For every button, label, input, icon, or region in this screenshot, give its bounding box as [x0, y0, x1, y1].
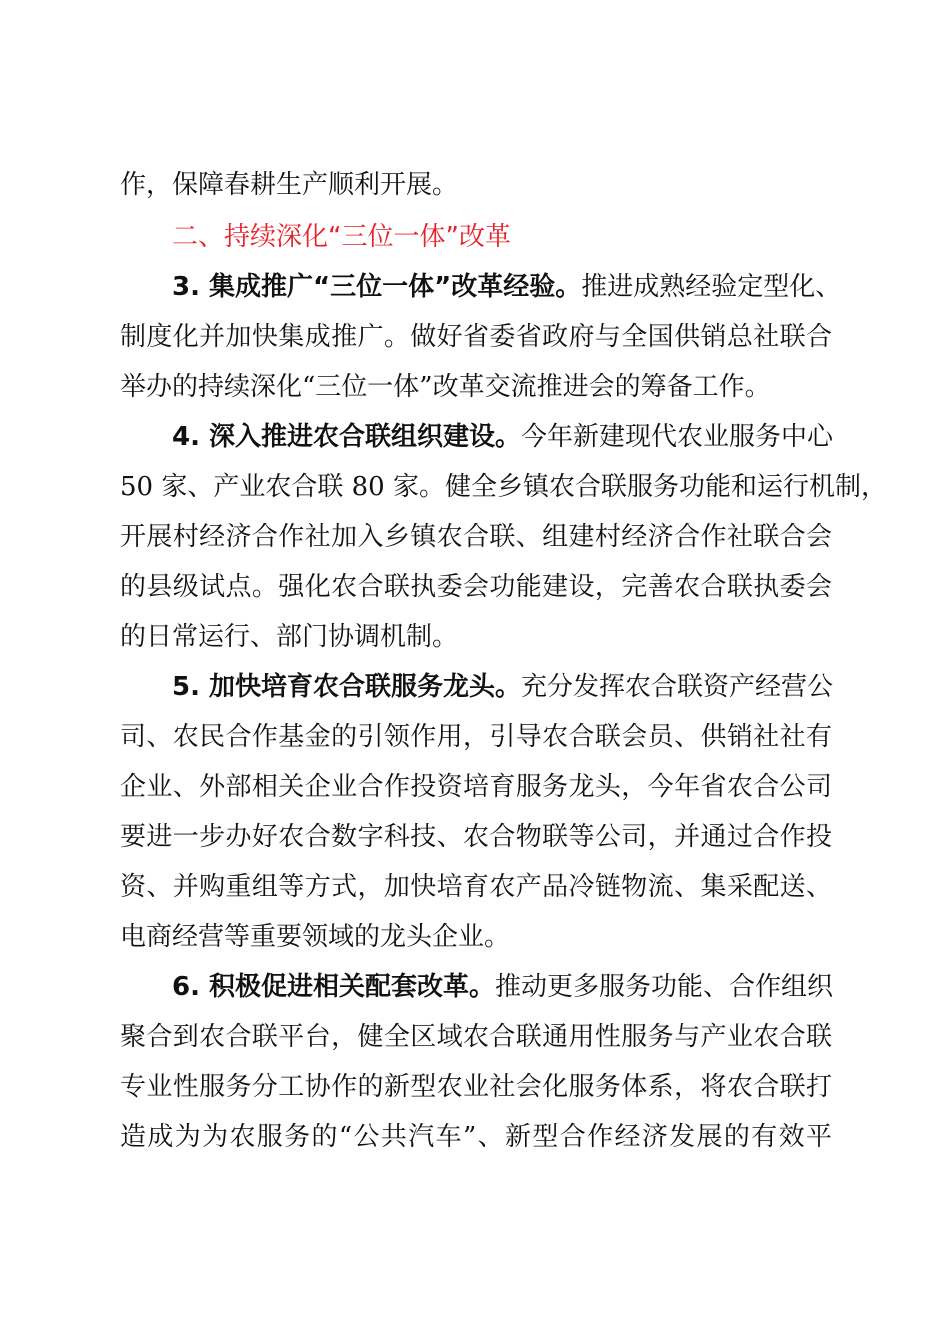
paragraph-6-first-line: [172, 970, 832, 1004]
text-line: 的县级试点。强化农合联执委会功能建设，完善农合联执委会: [120, 572, 832, 602]
text-line: 制度化并加快集成推广。做好省委省政府与全国供销总社联合: [120, 322, 832, 352]
text-line: 专业性服务分工协作的新型农业社会化服务体系，将农合联打: [120, 1072, 832, 1102]
text-line: 的日常运行、部门协调机制。: [120, 622, 459, 652]
item-6-title: 6. 积极促进相关配套改革。: [172, 972, 496, 1002]
text-line: 企业、外部相关企业合作投资培育服务龙头，今年省农合公司: [120, 772, 832, 802]
paragraph-4-first-line: [172, 420, 832, 454]
item-5-title: 5. 加快培育农合联服务龙头。: [172, 672, 522, 702]
item-5-text: 充分发挥农合联资产经营公: [521, 672, 834, 702]
paragraph-5-first-line: [172, 670, 832, 704]
text-line: 要进一步办好农合数字科技、农合物联等公司，并通过合作投: [120, 822, 832, 852]
item-6-text: 推动更多服务功能、合作组织: [495, 972, 834, 1002]
paragraph-3-first-line: [172, 270, 842, 304]
text-line: 开展村经济合作社加入乡镇农合联、组建村经济合作社联合会: [120, 522, 832, 552]
text-line: 聚合到农合联平台，健全区域农合联通用性服务与产业农合联: [120, 1022, 832, 1052]
item-4-title: 4. 深入推进农合联组织建设。: [172, 422, 522, 452]
text-line: 司、农民合作基金的引领作用，引导农合联会员、供销社社有: [120, 722, 832, 752]
text-line: 造成为为农服务的“公共汽车”、新型合作经济发展的有效平: [120, 1122, 832, 1152]
text-line: 电商经营等重要领域的龙头企业。: [120, 922, 511, 952]
text-line: 资、并购重组等方式，加快培育农产品冷链物流、集采配送、: [120, 872, 832, 902]
text-line: 50 家、产业农合联 80 家。健全乡镇农合联服务功能和运行机制，: [120, 472, 887, 502]
item-4-text: 今年新建现代农业服务中心: [521, 422, 834, 452]
text-line: 举办的持续深化“三位一体”改革交流推进会的筹备工作。: [120, 372, 771, 402]
item-3-title: 3. 集成推广“三位一体”改革经验。: [172, 272, 582, 302]
section-heading: 二、持续深化“三位一体”改革: [172, 222, 511, 252]
item-3-text: 推进成熟经验定型化、: [581, 272, 842, 302]
text-line: 作，保障春耕生产顺利开展。: [120, 170, 459, 200]
